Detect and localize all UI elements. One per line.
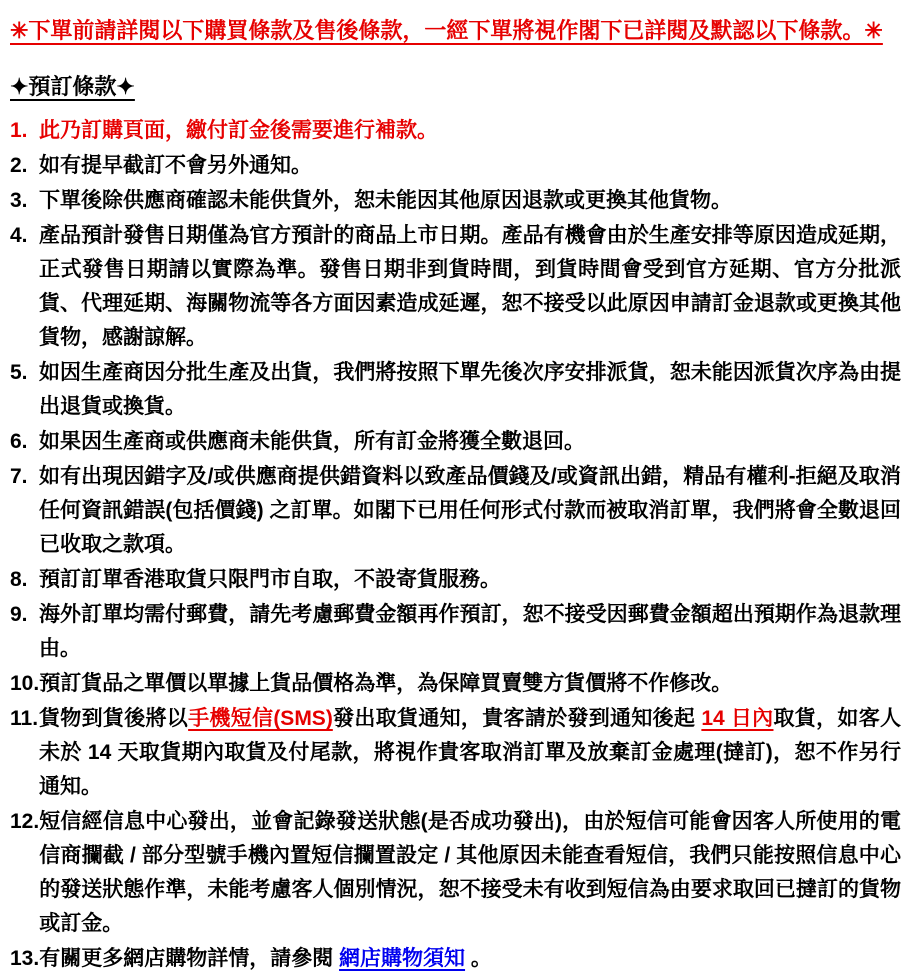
term-segment: 預訂訂單香港取貨只限門市自取，不設寄貨服務。: [39, 568, 501, 591]
term-number: 4.: [10, 224, 28, 247]
term-number: 9.: [10, 603, 28, 626]
term-segment: 如有出現因錯字及/或供應商提供錯資料以致產品價錢及/或資訊出錯，精品有權利-拒絕及取消任何資訊錯誤(包括價錢) 之訂單。如閣下已用任何形式付款而被取消訂單，我們將會全數退回已收取之款項。: [39, 465, 901, 556]
term-number: 3.: [10, 189, 28, 212]
terms-list: [10, 114, 903, 976]
term-segment: 取貨，如客人未於 14 天取貨期內取貨及付尾款，將視作貴客取消訂單及放棄訂金處理(撻訂)，恕不作另行通知。: [39, 707, 901, 798]
term-segment: 貨物到貨後將以: [39, 707, 189, 730]
term-item: [10, 942, 903, 976]
term-segment: 預訂貨品之單價以單據上貨品價格為準，為保障買賣雙方貨價將不作修改。: [39, 672, 733, 695]
term-item: [10, 356, 903, 424]
term-segment: 。: [465, 947, 492, 970]
sms-notice-emphasis: 手機短信(SMS): [188, 707, 333, 730]
term-segment: 如果因生產商或供應商未能供貨，所有訂金將獲全數退回。: [39, 430, 585, 453]
term-item: [10, 149, 903, 183]
section-title-preorder-terms: ✦預訂條款✦: [10, 74, 135, 99]
term-segment: 產品預計發售日期僅為官方預計的商品上市日期。產品有機會由於生產安排等原因造成延期，正式發售日期請以實際為準。發售日期非到貨時間，到貨時間會受到官方延期、官方分批派貨、代理延期、海關物流等各方面因素造成延遲，恕不接受以此原因申請訂金退款或更換其他貨物，感謝諒解。: [39, 224, 901, 349]
term-text: [39, 356, 903, 424]
term-item: [10, 805, 903, 941]
term-text: [39, 942, 903, 976]
term-item: [10, 184, 903, 218]
term-segment: 發出取貨通知，貴客請於發到通知後起: [332, 707, 702, 730]
term-segment: 有關更多網店購物詳情，請參閱: [39, 947, 340, 970]
term-text: [39, 149, 903, 183]
term-segment: 海外訂單均需付郵費，請先考慮郵費金額再作預訂，恕不接受因郵費金額超出預期作為退款理由。: [39, 603, 901, 660]
term-item: [10, 702, 903, 804]
term-segment: 下單後除供應商確認未能供貨外，恕未能因其他原因退款或更換其他貨物。: [39, 189, 732, 212]
shop-guide-link[interactable]: 網店購物須知: [339, 947, 466, 970]
term-text: [39, 219, 903, 355]
term-segment: 如因生產商因分批生產及出貨，我們將按照下單先後次序安排派貨，恕未能因派貨次序為由提出退貨或換貨。: [39, 361, 901, 418]
term-item: [10, 598, 903, 666]
term-text: [39, 667, 903, 701]
top-warning-banner: ✳下單前請詳閱以下購買條款及售後條款，一經下單將視作閣下已詳閱及默認以下條款。✳: [10, 18, 883, 43]
term-number: 6.: [10, 430, 28, 453]
term-number: 5.: [10, 361, 28, 384]
term-text: [39, 702, 903, 804]
term-number: 11.: [10, 707, 39, 730]
deposit-notice-red: 此乃訂購頁面，繳付訂金後需要進行補款。: [39, 119, 438, 142]
term-text: [39, 598, 903, 666]
term-number: 7.: [10, 465, 28, 488]
term-number: 2.: [10, 154, 28, 177]
term-number: 13.: [10, 947, 40, 970]
term-number: 10.: [10, 672, 40, 695]
term-item: [10, 667, 903, 701]
term-text: [39, 460, 903, 562]
term-item: [10, 563, 903, 597]
term-text: [39, 425, 903, 459]
term-number: 8.: [10, 568, 28, 591]
term-segment: 短信經信息中心發出，並會記錄發送狀態(是否成功發出)，由於短信可能會因客人所使用的電信商攔截 / 部分型號手機內置短信攔置設定 / 其他原因未能查看短信，我們只能按照信息中心的發送狀態作準，未能考慮客人個別情況，恕不接受未有收到短信為由要求取回已撻訂的貨物或訂金。: [39, 810, 901, 935]
term-number: 1.: [10, 119, 28, 142]
term-item: [10, 219, 903, 355]
term-text: [39, 563, 903, 597]
term-number: 12.: [10, 810, 40, 833]
term-text: [39, 805, 903, 941]
term-item: [10, 114, 903, 148]
term-item: [10, 425, 903, 459]
term-text: [39, 184, 903, 218]
pickup-deadline-emphasis: 14 日內: [701, 707, 774, 730]
term-segment: 如有提早截訂不會另外通知。: [39, 154, 312, 177]
term-item: [10, 460, 903, 562]
term-text: [39, 114, 903, 148]
